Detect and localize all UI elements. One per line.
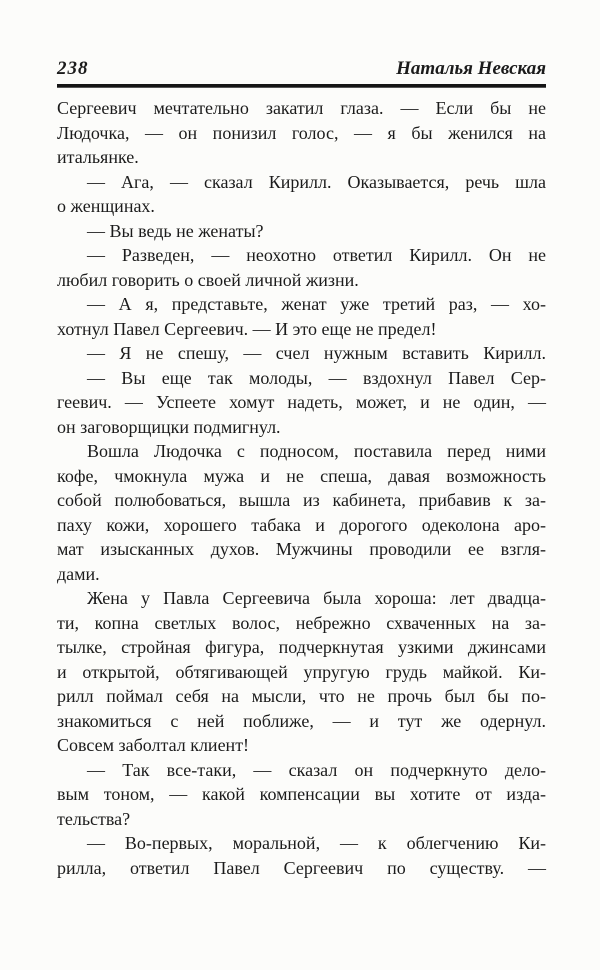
text-line: геевич. — Успеете хомут надеть, может, и не один, — xyxy=(57,392,546,412)
text-line: — Так все-таки, — сказал он подчеркнуто дело- xyxy=(87,759,546,780)
text-line: рилла, ответил Павел Сергеевич по существу. — xyxy=(57,857,546,878)
text-line: — А я, представьте, женат уже третий раз, — хо- xyxy=(87,294,546,314)
text-line: дами. xyxy=(57,563,100,584)
text-line: итальянке. xyxy=(57,147,139,167)
text-line: — Вы еще так молоды, — вздохнул Павел Сер- xyxy=(87,367,546,388)
text-line: кофе, чмокнула мужа и не спеша, давая возможность xyxy=(57,465,546,486)
text-line: тельства? xyxy=(57,808,131,829)
text-line: мат изысканных духов. Мужчины проводили ее взгля- xyxy=(57,539,546,559)
text-line: Вошла Людочка с подносом, поставила перед ними xyxy=(87,441,546,461)
running-head-author: Наталья Невская xyxy=(396,58,546,79)
text-line: Сергеевич мечтательно закатил глаза. — Если бы не xyxy=(57,98,546,118)
text-line: — Ага, — сказал Кирилл. Оказывается, речь шла xyxy=(87,171,546,192)
text-line: ти, копна светлых волос, небрежно схваченных на за- xyxy=(57,612,546,633)
running-header xyxy=(57,58,546,80)
text-line: Людочка, — он понизил голос, — я бы женился на xyxy=(57,122,546,143)
page-number: 238 xyxy=(57,58,89,79)
text-line: любил говорить о своей личной жизни. xyxy=(57,269,359,290)
text-line: Жена у Павла Сергеевича была хороша: лет двадца- xyxy=(87,588,546,608)
text-line: — Вы ведь не женаты? xyxy=(87,220,264,241)
header-rule xyxy=(57,84,546,88)
text-line: о женщинах. xyxy=(57,196,155,216)
text-line: он заговорщицки подмигнул. xyxy=(57,416,281,437)
text-line: и открытой, обтягивающей упругую грудь майкой. Ки- xyxy=(57,661,546,682)
text-line: Совсем заболтал клиент! xyxy=(57,735,250,755)
text-line: собой полюбоваться, вышла из кабинета, прибавив к за- xyxy=(57,490,546,510)
text-line: — Во-первых, моральной, — к облегчению Ки- xyxy=(87,833,546,853)
text-line: тылке, стройная фигура, подчеркнутая узкими джинсами xyxy=(57,637,546,657)
text-line: паху кожи, хорошего табака и дорогого одеколона аро- xyxy=(57,514,546,535)
text-line: хотнул Павел Сергеевич. — И это еще не предел! xyxy=(57,318,437,339)
text-line: знакомиться с ней поближе, — и тут же одернул. xyxy=(57,710,546,731)
text-line: — Я не спешу, — счел нужным вставить Кирилл. xyxy=(87,343,546,363)
text-line: рилл поймал себя на мысли, что не прочь был бы по- xyxy=(57,686,546,706)
page-text xyxy=(57,96,546,880)
text-line: вым тоном, — какой компенсации вы хотите от изда- xyxy=(57,784,546,804)
text-line: — Разведен, — неохотно ответил Кирилл. Он не xyxy=(87,245,546,265)
